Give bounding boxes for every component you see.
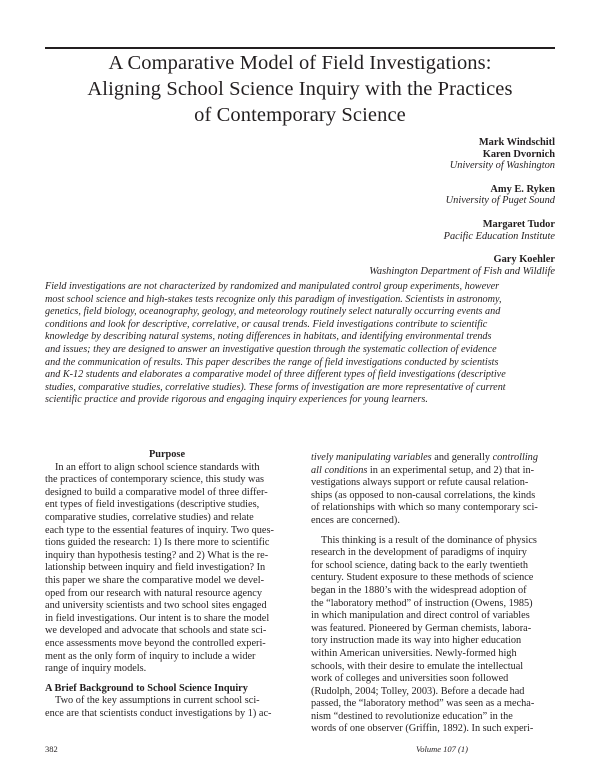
abstract-line: and the communication of results. This paper describes the range of field investigations conducted by scientists — [45, 356, 499, 368]
author-block — [369, 137, 555, 277]
abstract-line: and issues; they are designed to answer an investigative question through the systematic collection of evidence — [45, 343, 497, 355]
text-line: of relationships with which so many contemporary sci- — [311, 502, 538, 514]
text-line: research in the development of paradigms of inquiry — [311, 547, 527, 559]
text-line: we developed and advocate that schools and state sci- — [45, 625, 267, 637]
abstract-line: scientific practice and provide rigorous and engaging inquiry experiences for young learners. — [45, 394, 428, 406]
text-line: designed to build a comparative model of three differ- — [45, 486, 268, 498]
abstract-line: conditions and look for descriptive, correlative, or causal trends. Field investigations contribute to scientific — [45, 318, 488, 330]
title-line: A Comparative Model of Field Investigations: — [108, 52, 492, 74]
text-line: began in the 1880’s with the widespread adoption of — [311, 584, 527, 596]
text-line: ence are that scientists conduct investigations by 1) ac- — [45, 707, 272, 719]
text-line: Two of the key assumptions in current school sci- — [55, 695, 260, 707]
text-line: was featured. Pioneered by German chemists, labora- — [311, 622, 532, 634]
author-affiliation: Pacific Education Institute — [443, 230, 555, 242]
text-line: and university scientists and two school sites engaged — [45, 600, 267, 612]
right-column — [311, 452, 555, 736]
author-name: Mark Windschitl — [478, 137, 555, 148]
text-line: In an effort to align school science standards with — [55, 461, 260, 473]
section-heading-purpose: Purpose — [148, 449, 186, 460]
text-line: within American universities. Newly-formed high — [311, 647, 517, 659]
article-title — [45, 50, 555, 128]
title-line: of Contemporary Science — [194, 104, 406, 126]
abstract-line: knowledge by describing natural systems, noting differences in habitats, and identifying environmental trends — [45, 331, 492, 343]
text-line: the practices of contemporary science, this study was — [45, 474, 265, 486]
text-line: nism “destined to revolutionize education” in the — [311, 710, 513, 722]
text-line: tively manipulating variables and generally controlling — [311, 452, 538, 463]
author-name: Amy E. Ryken — [490, 183, 555, 195]
author-affiliation: University of Washington — [449, 160, 555, 172]
author-name: Karen Dvornich — [482, 148, 555, 160]
text-line: century. Student exposure to these methods of science — [311, 572, 534, 584]
author-affiliation: Washington Department of Fish and Wildlife — [369, 265, 555, 277]
abstract-line: Field investigations are not characterized by randomized and manipulated control group experiments, however — [45, 281, 500, 292]
text-line: tions guided the research: 1) Is there more to scientific — [45, 537, 270, 549]
text-line: for school science, dating back to the early twentieth — [311, 559, 529, 571]
text-line: schools, with their desire to emulate the intellectual — [311, 660, 524, 672]
text-line: each type to the essential features of inquiry. Two ques- — [45, 524, 274, 536]
text-line: (Rudolph, 2004; Tolley, 2003). Before a decade had — [311, 685, 525, 697]
text-line: inquiry than hypothesis testing? and 2) What is the re- — [45, 549, 269, 561]
author-name: Margaret Tudor — [482, 218, 555, 230]
abstract-line: most school science and high-stakes tests recognize only this paradigm of investigation. Scientists in astronomy, — [45, 293, 502, 305]
page-number: 382 — [45, 744, 58, 754]
paragraph-physics-dominance — [311, 535, 555, 737]
title-rule — [45, 47, 555, 49]
text-line: work of colleges and universities soon followed — [311, 673, 509, 685]
text-line: ence assessments move beyond the controlled experi- — [45, 637, 266, 649]
volume-label: Volume 107 (1) — [416, 744, 468, 754]
abstract-line: and K-12 students and elaborates a comparative model of three different types of field investigations (descriptive — [45, 369, 506, 381]
text-line: ships (as opposed to non-causal correlations, the kinds — [311, 489, 536, 501]
text-line: passed, the “laboratory method” was seen as a mecha- — [311, 698, 535, 710]
text-line: ent types of field investigations (descriptive studies, — [45, 499, 260, 511]
text-line: comparative studies, correlative studies) and relate — [45, 511, 254, 523]
text-line: this paper we share the comparative model we devel- — [45, 574, 265, 586]
author-affiliation: University of Puget Sound — [445, 195, 555, 207]
background-paragraph — [45, 695, 289, 720]
abstract — [45, 281, 555, 407]
text-line: words of one observer (Griffin, 1892). In such experi- — [311, 723, 534, 735]
text-line: in which manipulation and direct control of variables — [311, 610, 530, 622]
abstract-line: genetics, field biology, oceanography, geology, and meteorology routinely select naturally occurring events and — [45, 306, 501, 318]
purpose-paragraph — [45, 462, 289, 676]
text-line: oped from our research with natural resource agency — [45, 587, 262, 599]
text-line: ment as the only form of inquiry to include a wider — [45, 650, 256, 662]
text-line: in field investigations. Our intent is to share the model — [45, 612, 270, 624]
title-line: Aligning School Science Inquiry with the Practices — [87, 78, 513, 100]
section-heading-background: A Brief Background to School Science Inquiry — [45, 682, 248, 694]
paragraph-continued — [311, 452, 555, 528]
text-line: range of inquiry models. — [45, 663, 147, 675]
author-name: Gary Koehler — [493, 254, 555, 266]
text-line: all conditions in an experimental setup, and 2) that in- — [311, 464, 535, 476]
text-line: ences are concerned). — [311, 514, 400, 526]
abstract-line: studies, comparative studies, correlative studies). These forms of investigation are more representative of current — [45, 381, 506, 393]
text-line: This thinking is a result of the dominance of physics — [321, 534, 537, 546]
text-line: tory instruction made its way into higher education — [311, 635, 522, 647]
left-column — [45, 449, 289, 720]
text-line: the “laboratory method” of instruction (Owens, 1985) — [311, 597, 533, 609]
text-line: lationship between inquiry and field investigation? In — [45, 562, 266, 574]
text-line: vestigations always support or refute causal relation- — [311, 477, 529, 489]
